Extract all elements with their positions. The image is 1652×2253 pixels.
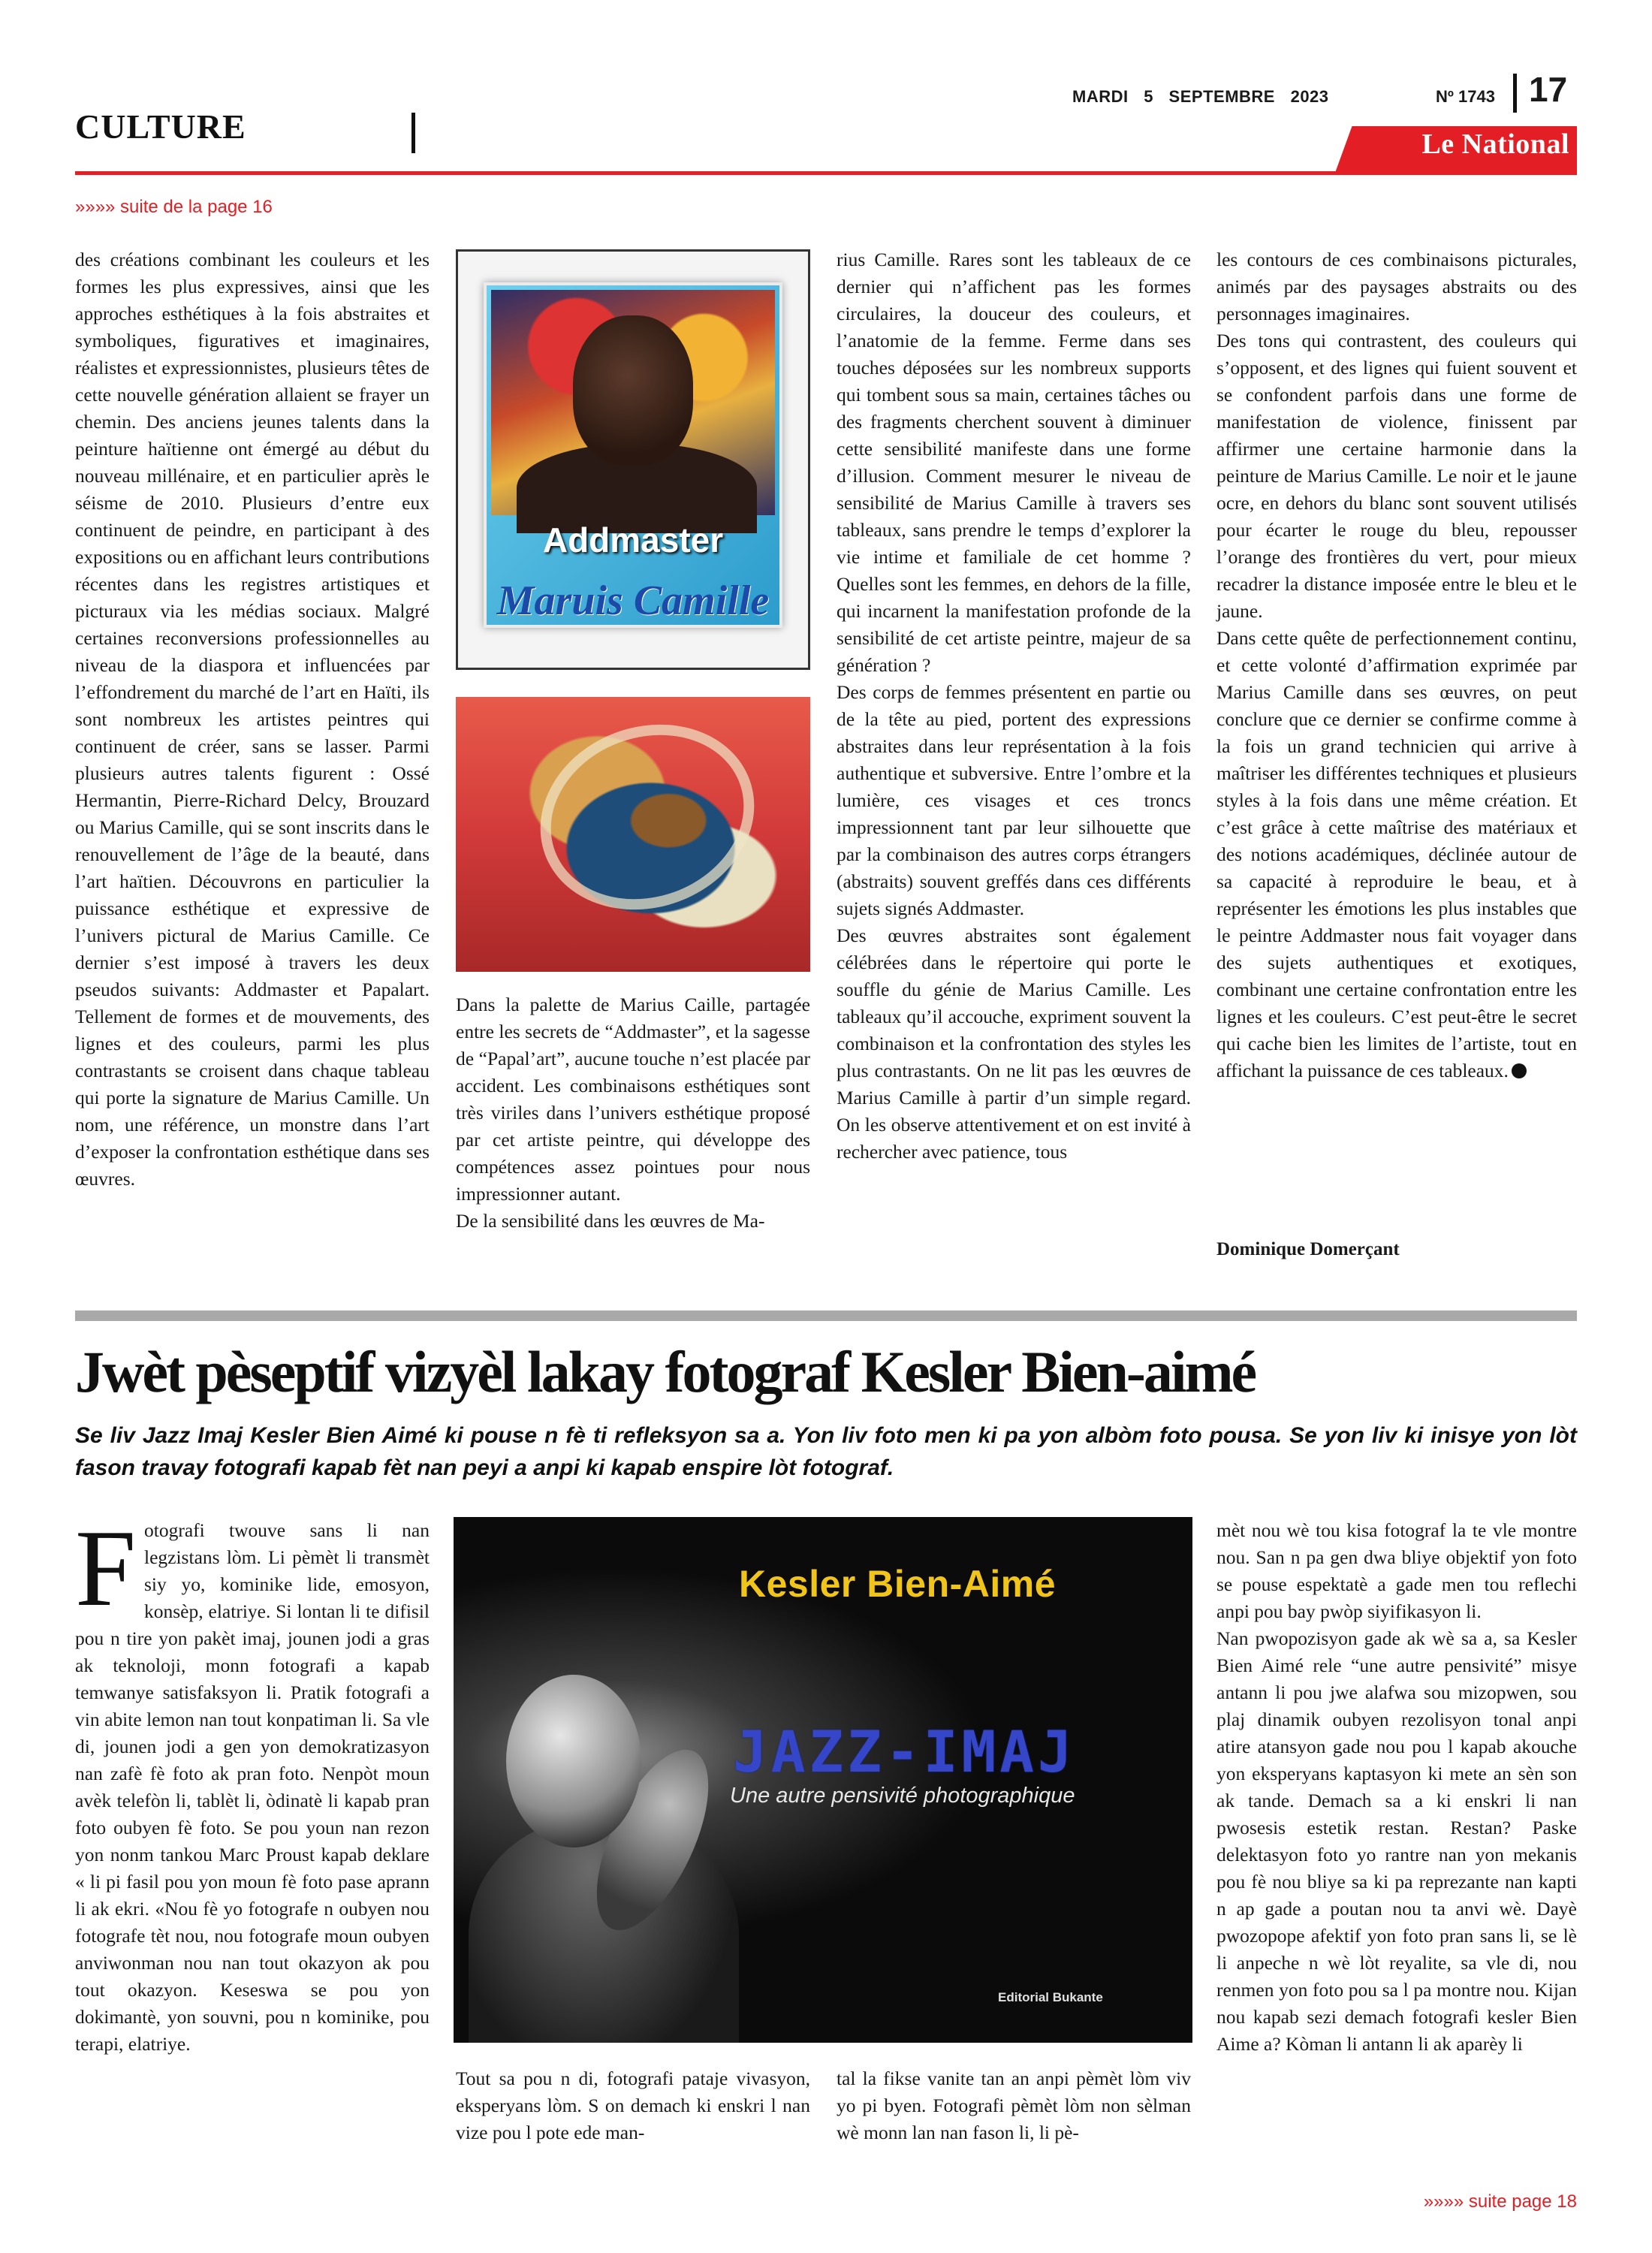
article1-column-2 [456,991,810,1235]
article2-column-3 [837,2065,1191,2146]
abstract-painting-image [456,697,810,972]
article1-column-4 [1216,246,1577,1084]
artist-portrait-photo [484,282,782,628]
section-label: CULTURE [75,107,246,146]
article1-column-3 [837,246,1191,1166]
book-cover-author: Kesler Bien-Aimé [739,1563,1057,1605]
newspaper-name: Le National [1421,128,1569,160]
article1-col2-heading: De la sensibilité dans les œuvres de Ma- [456,1210,765,1232]
article-separator-rule [75,1310,1577,1321]
article2-column-4 [1216,1517,1577,2058]
article1-col4-paragraph-3 [1216,625,1577,1084]
article2-column-1 [75,1507,430,2058]
article1-col1-text: des créations combinant les couleurs et les formes les plus expressives, ainsi que les approches esthétiques à la fois abstraites et symboliques, figuratives et imaginaires, réalistes et expressionnistes, plusieurs têtes de cette nouvelle génération allaient se frayer un chemin. Des anciens jeunes talents dans la peinture haïtienne ont émergé au début du nouveau millénaire, et en particulier après le séisme de 2010. Plusieurs d’entre eux continuent de peindre, en participant à des expositions ou en affichant leurs contributions récentes dans les registres artistiques et picturaux via les médias sociaux. Malgré certaines reconversions professionnelles au niveau de la diaspora et influencées par l’effondrement du marché de l’art en Haïti, ils sont nombreux les artistes peintres qui continuent de créer, sans se lasser. Parmi plusieurs autres talents figurent : Ossé Hermantin, Pierre-Richard Delcy, Brouzard ou Marius Camille, qui se sont inscrits dans le renouvellement de l’âge de la beauté, dans l’art haïtien. Découvrons en particulier la puissance esthétique et expressive de l’univers pictural de Marius Camille. Ce dernier s’est imposé à travers les deux pseudos suivants: Addmaster et Papalart. Tellement de formes et de mouvements, des lignes et des couleurs, parmi les plus contrastants se croisent dans chaque tableau qui porte la signature de Marius Camille. Un nom, une référence, un monstre dans l’art d’exposer la confrontation esthétique dans ses œuvres. [75,249,430,1190]
article1-col3-paragraph-3: Des œuvres abstraites sont également célébrées dans le répertoire qui porte le souffle du génie de Marius Camille. Les tableaux qu’il accouche, expriment souvent la combinaison et la confrontation des styles les plus contrastants. On ne lit pas les œuvres de Marius Camille à partir d’un simple regard. On les observe attentivement et on est invité à rechercher avec patience, tous [837,924,1191,1163]
portrait-head [573,315,693,466]
article2-col1-text: otografi twouve sans li nan legzistans lòm. Li pèmèt li transmèt siy yo, kominike lide, emosyon, konsèp, elatriye. Si lontan li te difisil pou n tire yon pakèt imaj, jounen jodi a gras ak teknoloji, monn fotografi a kapab temwanye satisfaksyon li. Pratik fotografi a vin abite lemon nan tout konpatiman li. Sa vle di, jounen jodi a gen yon demokratizasyon nan zafè fè foto ak pran foto. Nenpòt moun avèk telefòn li, tablèt li, òdinatè li kapab pran foto oubyen fè foto. Se pou youn nan rezon yon nonm tankou Marc Proust kapab deklare « li pi fasil pou yon moun fè foto pase aprann li ak ekri. «Nou fè yo fotografe n oubyen nou fotografe tèt nou, nou fotografe moun oubyen anviwonman nou nan tout okazyon ak pou tout okazyon. Keseswa se pou yon dokimantè, yon souvni, pou n kominike, pou terapi, elatriye. [75,1519,430,2055]
article2-standfirst: Se liv Jazz Imaj Kesler Bien Aimé ki pouse n fè ti refleksyon sa a. Yon liv foto men ki pa yon albòm foto pousa. Se yon liv ki inisye yon lòt fason travay fotografi kapab fèt nan peyi a anpi ki kapab enspire lòt fotograf. [75,1423,1577,1480]
continued-to-link[interactable]: »»»» suite page 18 [1423,2191,1577,2212]
book-cover-publisher: Editorial Bukante [998,1990,1103,2004]
page-number: 17 [1529,70,1568,109]
article2-drop-cap: F [75,1507,137,1629]
page-number-divider [1513,74,1517,113]
article1-col4-text: les contours de ces combinaisons picturales, animés par des paysages abstraits ou des personnages imaginaires. [1216,249,1577,324]
article1-author: Dominique Domerçant [1216,1239,1400,1259]
section-divider [411,113,415,153]
continued-from-link[interactable]: »»»» suite de la page 16 [75,197,273,217]
header-rule [75,171,1577,175]
article1-col3-paragraph-2: Des corps de femmes présentent en partie ou de la tête au pied, portent des expressions abstraites dans leur représentation à la fois authentique et subversive. Entre l’ombre et la lumière, ces visages et ces troncs impressionnent tant par leur silhouette que par la combinaison des autres corps étrangers (abstraits) souvent greffés dans ces différents sujets signés Addmaster. [837,681,1191,919]
article1-col4-paragraph-3-text: Dans cette quête de perfectionnement continu, et cette volonté d’affirmation exprimée par Marius Camille dans ses œuvres, on peut conclure que ce dernier se confirme comme à la fois un grand technicien qui arrive à maîtriser les différentes techniques et plusieurs styles à la fois dans une même création. Et c’est grâce à cette maîtrise des matériaux et des notions académiques, déclinée autour de sa capacité à reproduire le beau, et à représenter les émotions les plus instables que le peintre Addmaster nous fait voyager dans des sujets authentiques et exotiques, combinant une certaine confrontation entre les lignes et les couleurs. C’est peut-être le secret qui cache bien les limites de l’artiste, tout en affichant la puissance de ces tableaux. [1216,627,1577,1081]
article2-col2-text: Tout sa pou n di, fotografi pataje vivasyon, eksperyans lòm. S on demach ki enskri l nan vize pou l pote ede man- [456,2068,810,2143]
article2-col4-text: mèt nou wè tou kisa fotograf la te vle montre nou. San n pa gen dwa bliye objektif yon foto se pouse espektatè a gade men tou reflechi anpi pou bay pwòp siyifikasyon li. [1216,1519,1577,1622]
photo-caption-pseudonym: Addmaster [542,520,724,559]
article1-col4-paragraph-2: Des tons qui contrastent, des couleurs qui s’opposent, et des lignes qui fuient souvent et se confondent parfois dans une forme de manifestation de violence, finissent par affirmer une certaine harmonie dans la peinture de Marius Camille. Le noir et le jaune ocre, en dehors du blanc sont souvent utilisés pour écarter le rouge du bleu, repousser l’orange des frontières du vert, pour mieux recadrer la distance imposée entre le bleu et le jaune. [1216,330,1577,622]
article2-headline: Jwèt pèseptif vizyèl lakay fotograf Kesler Bien-aimé [75,1339,1256,1404]
issue-number: Nº 1743 [1436,87,1495,106]
book-cover-title: JAZZ-IMAJ [733,1718,1076,1785]
issue-date: MARDI 5 SEPTEMBRE 2023 [1072,87,1329,106]
article2-col4-paragraph-2: Nan pwopozisyon gade ak wè sa a, sa Kesler Bien Aimé rele “une autre pensivité” misye antann li pou jwe alafwa sou mizopwen, sou plaj dinamik oubyen rezolisyon tonal anpi atire atansyon gade nou pou l kapab akouche yon eksperyans kaptasyon ki mete an sèn son ak tande. Demach sa a ki enskri li nan pwosesis estetik restan. Restan? Paske delektasyon foto yo rantre nan yon mekanis pou fè nou bliye sa ki pa reprezante nan kapti n ap gade a poutan nou ta anvi wè. Dayè pwozopope afektif yon foto pran sans li, se lè li anpeche n wè lòt reyalite, sa vle di, nou renmen yon foto pou sa l pa montre nou. Kijan nou kapab sezi demach fotografi kesler Bien Aime a? Kòman li antann li ak aparèy li [1216,1627,1577,2055]
book-cover-subtitle: Une autre pensivité photographique [730,1784,1075,1808]
article1-col2-text: Dans la palette de Marius Caille, partagée entre les secrets de “Addmaster”, et la sagesse de “Papal’art”, aucune touche n’est placée par accident. Les combinaisons esthétiques sont très viriles dans l’univers esthétique proposé par cet artiste peintre, qui développe des compétences assez pointues pour nous impressionner autant. [456,994,810,1205]
article2-column-2 [456,2065,810,2146]
photo-caption-name: Maruis Camille [496,578,770,624]
article1-col3-text: rius Camille. Rares sont les tableaux de ce dernier qui n’affichent pas les formes circulaires, la douceur des couleurs, et l’anatomie de la femme. Ferme dans ses touches déposées sur les nombreux supports qui tombent sous sa main, certaines tâches ou des fragments cherchent souvent à diminuer cette sensibilité manifeste dans une forme d’illusion. Comment mesurer le niveau de sensibilité de Marius Camille à travers ses tableaux, sans prendre le temps d’explorer la vie intime et familiale de cet homme ? Quelles sont les femmes, en dehors de la fille, qui incarnent la manifestation profonde de la sensibilité de cet artiste peintre, majeur de sa génération ? [837,249,1191,676]
article2-col3-text: tal la fikse vanite tan an anpi pèmèt lòm viv yo pi byen. Fotografi pèmèt lòm non sèlman wè monn lan nan fason li, li pè- [837,2068,1191,2143]
painting-swirl-shape [514,697,781,939]
article1-column-1 [75,246,430,1193]
drop-cap-spacer [75,1507,144,1629]
book-cover-figure-head [506,1675,641,1847]
book-cover-image [454,1517,1192,2043]
end-of-article-icon [1512,1063,1527,1078]
